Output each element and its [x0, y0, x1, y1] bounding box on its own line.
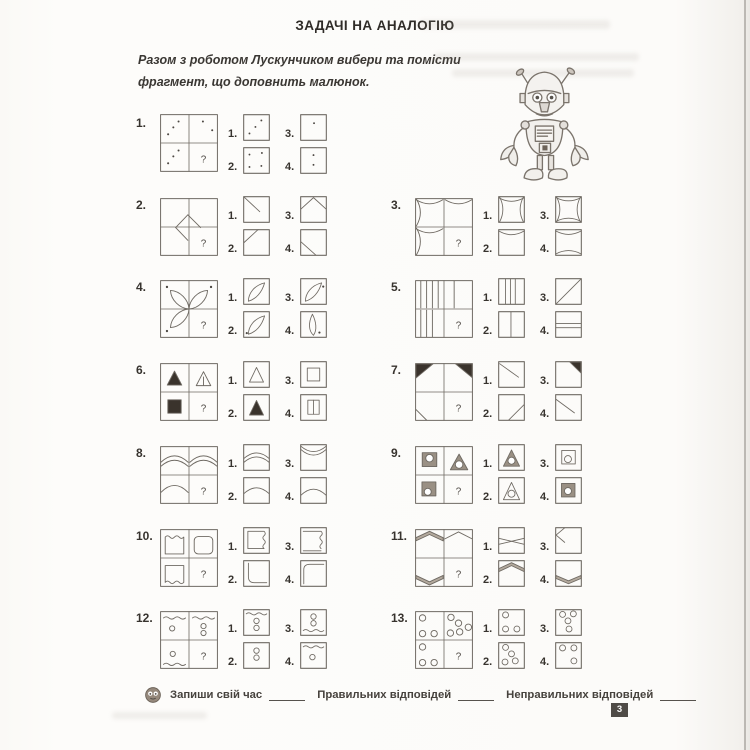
puzzle-6 [136, 361, 332, 427]
puzzle-8 [136, 444, 332, 510]
puzzle-9-option-2 [497, 477, 526, 504]
puzzle-13-option-4 [554, 642, 583, 669]
time-blank-line [269, 689, 305, 701]
svg-text:?: ? [200, 569, 207, 581]
puzzle-3-option-2 [497, 229, 526, 256]
puzzle-7-number: 7. [391, 363, 402, 377]
puzzle-11-option-1 [497, 527, 526, 554]
puzzle-11-option-4 [554, 560, 583, 587]
bleed-through-mark [112, 712, 207, 719]
puzzle-5-option-4 [554, 311, 583, 338]
instruction-line-2: фрагмент, що доповнить малюнок. [138, 74, 370, 89]
puzzle-10-number: 10. [136, 529, 153, 543]
page-number-badge: 3 [611, 703, 628, 717]
robot-foot-left [524, 169, 543, 180]
puzzle-2-option-2 [242, 229, 271, 256]
puzzle-3-grid [415, 196, 473, 258]
puzzle-3-option-3 [554, 196, 583, 223]
puzzle-1 [136, 114, 332, 180]
puzzle-4-number: 4. [136, 280, 147, 294]
puzzle-7-option-2 [497, 394, 526, 421]
bleed-through-mark [434, 53, 639, 61]
puzzle-9-grid [415, 444, 473, 506]
puzzle-9 [391, 444, 587, 510]
puzzle-5-option-3 [554, 278, 583, 305]
puzzle-7-grid [415, 361, 473, 423]
puzzle-10-option-4 [299, 560, 328, 587]
time-label: Запиши свій час [170, 689, 263, 701]
robot-arm-right [566, 128, 575, 145]
puzzle-6-option-4 [299, 394, 328, 421]
puzzle-4-option-label-4: 4. [285, 325, 295, 337]
puzzle-8-option-4 [299, 477, 328, 504]
puzzle-10-option-3 [299, 527, 328, 554]
puzzle-4 [136, 278, 332, 344]
puzzle-7-option-3 [554, 361, 583, 388]
puzzle-10-option-1 [242, 527, 271, 554]
puzzle-7-option-label-1: 1. [483, 375, 493, 387]
puzzle-13-option-label-1: 1. [483, 623, 493, 635]
puzzle-4-option-2 [242, 311, 271, 338]
puzzle-9-number: 9. [391, 446, 402, 460]
svg-text:?: ? [200, 651, 207, 663]
puzzle-5-number: 5. [391, 280, 402, 294]
puzzle-6-number: 6. [136, 363, 147, 377]
puzzle-13-number: 13. [391, 611, 408, 625]
puzzle-13-grid [415, 609, 473, 671]
puzzle-4-option-3 [299, 278, 328, 305]
svg-text:?: ? [455, 403, 462, 415]
puzzle-11-option-label-2: 2. [483, 574, 493, 586]
puzzle-2-option-label-4: 4. [285, 243, 295, 255]
puzzle-12-grid [160, 609, 218, 671]
puzzle-2-option-label-2: 2. [228, 243, 238, 255]
puzzle-8-number: 8. [136, 446, 147, 460]
puzzle-2-option-label-1: 1. [228, 210, 238, 222]
puzzle-7-option-label-3: 3. [540, 375, 550, 387]
puzzle-10-option-label-1: 1. [228, 541, 238, 553]
svg-text:?: ? [200, 486, 207, 498]
footer-score-line [144, 686, 700, 704]
puzzle-11 [391, 527, 587, 593]
robot-snout [539, 103, 549, 112]
puzzle-12-option-label-3: 3. [285, 623, 295, 635]
instruction-text [138, 50, 461, 94]
puzzle-6-option-1 [242, 361, 271, 388]
puzzle-8-option-3 [299, 444, 328, 471]
puzzle-10-option-label-2: 2. [228, 574, 238, 586]
puzzle-8-option-label-3: 3. [285, 458, 295, 470]
svg-text:?: ? [200, 403, 207, 415]
puzzle-2-option-label-3: 3. [285, 210, 295, 222]
puzzle-8-option-label-1: 1. [228, 458, 238, 470]
robot-arm-left [514, 128, 523, 145]
puzzle-9-option-1 [497, 444, 526, 471]
robot-illustration [490, 64, 605, 184]
robot-foot-right [548, 169, 567, 180]
puzzle-11-option-label-1: 1. [483, 541, 493, 553]
puzzle-8-option-label-2: 2. [228, 491, 238, 503]
puzzle-3-option-label-2: 2. [483, 243, 493, 255]
puzzle-5-option-label-3: 3. [540, 292, 550, 304]
puzzle-4-option-label-2: 2. [228, 325, 238, 337]
page-edge-line [744, 0, 746, 750]
puzzle-8-option-label-4: 4. [285, 491, 295, 503]
svg-text:?: ? [455, 486, 462, 498]
puzzle-6-option-2 [242, 394, 271, 421]
svg-text:?: ? [200, 238, 207, 250]
puzzle-3-number: 3. [391, 198, 402, 212]
puzzle-4-option-label-3: 3. [285, 292, 295, 304]
svg-text:?: ? [455, 320, 462, 332]
puzzle-8-grid [160, 444, 218, 506]
puzzle-1-grid [160, 114, 218, 172]
correct-blank-line [458, 689, 494, 701]
puzzle-5-option-1 [497, 278, 526, 305]
puzzle-1-option-1 [242, 114, 271, 141]
puzzle-12-option-label-2: 2. [228, 656, 238, 668]
puzzle-11-option-2 [497, 560, 526, 587]
puzzle-9-option-label-2: 2. [483, 491, 493, 503]
puzzle-4-option-1 [242, 278, 271, 305]
puzzle-2-option-4 [299, 229, 328, 256]
puzzle-12-number: 12. [136, 611, 153, 625]
puzzle-2-option-1 [242, 196, 271, 223]
svg-text:?: ? [455, 651, 462, 663]
puzzle-3-option-label-3: 3. [540, 210, 550, 222]
puzzle-1-option-label-2: 2. [228, 161, 238, 173]
puzzle-6-option-3 [299, 361, 328, 388]
puzzle-1-option-label-1: 1. [228, 128, 238, 140]
puzzle-13-option-label-4: 4. [540, 656, 550, 668]
puzzle-10-option-label-3: 3. [285, 541, 295, 553]
puzzle-5-grid [415, 278, 473, 340]
puzzle-9-option-label-3: 3. [540, 458, 550, 470]
puzzle-7-option-label-4: 4. [540, 408, 550, 420]
puzzle-3 [391, 196, 587, 262]
puzzle-5-option-label-1: 1. [483, 292, 493, 304]
puzzle-13-option-label-2: 2. [483, 656, 493, 668]
svg-text:?: ? [455, 238, 462, 250]
puzzle-11-option-label-3: 3. [540, 541, 550, 553]
puzzle-2-number: 2. [136, 198, 147, 212]
puzzle-13-option-3 [554, 609, 583, 636]
puzzle-1-option-label-4: 4. [285, 161, 295, 173]
svg-text:?: ? [200, 154, 207, 166]
puzzle-5-option-label-2: 2. [483, 325, 493, 337]
puzzle-13 [391, 609, 587, 675]
puzzle-5 [391, 278, 587, 344]
puzzle-8-option-2 [242, 477, 271, 504]
puzzle-8-option-1 [242, 444, 271, 471]
puzzle-1-option-2 [242, 147, 271, 174]
puzzle-10-option-2 [242, 560, 271, 587]
puzzle-1-option-3 [299, 114, 328, 141]
puzzle-13-option-1 [497, 609, 526, 636]
puzzle-4-option-4 [299, 311, 328, 338]
puzzle-3-option-1 [497, 196, 526, 223]
puzzle-12-option-label-1: 1. [228, 623, 238, 635]
stopwatch-face-icon [144, 686, 162, 704]
puzzle-2 [136, 196, 332, 262]
incorrect-answers-label: Неправильних відповідей [506, 689, 654, 701]
puzzle-5-option-2 [497, 311, 526, 338]
puzzle-7-option-1 [497, 361, 526, 388]
puzzle-2-option-3 [299, 196, 328, 223]
puzzle-2-grid [160, 196, 218, 258]
svg-text:?: ? [200, 320, 207, 332]
correct-answers-label: Правильних відповідей [317, 689, 452, 701]
puzzle-5-option-label-4: 4. [540, 325, 550, 337]
puzzle-10-grid [160, 527, 218, 589]
page-title: ЗАДАЧІ НА АНАЛОГІЮ [295, 18, 455, 33]
puzzle-7-option-label-2: 2. [483, 408, 493, 420]
puzzle-12-option-3 [299, 609, 328, 636]
puzzle-3-option-label-4: 4. [540, 243, 550, 255]
puzzle-12 [136, 609, 332, 675]
puzzle-10-option-label-4: 4. [285, 574, 295, 586]
instruction-line-1: Разом з роботом Лускунчиком вибери та помісти [138, 53, 461, 67]
puzzle-9-option-3 [554, 444, 583, 471]
puzzle-12-option-1 [242, 609, 271, 636]
puzzle-6-option-label-1: 1. [228, 375, 238, 387]
puzzle-9-option-label-1: 1. [483, 458, 493, 470]
puzzle-9-option-4 [554, 477, 583, 504]
incorrect-blank-line [660, 689, 696, 701]
puzzle-3-option-4 [554, 229, 583, 256]
bleed-through-mark [420, 20, 610, 29]
puzzle-13-option-2 [497, 642, 526, 669]
puzzle-12-option-label-4: 4. [285, 656, 295, 668]
puzzle-1-option-label-3: 3. [285, 128, 295, 140]
puzzle-6-option-label-3: 3. [285, 375, 295, 387]
puzzle-12-option-2 [242, 642, 271, 669]
puzzle-3-option-label-1: 1. [483, 210, 493, 222]
puzzle-11-grid [415, 527, 473, 589]
svg-text:?: ? [455, 569, 462, 581]
puzzle-1-option-4 [299, 147, 328, 174]
puzzle-9-option-label-4: 4. [540, 491, 550, 503]
puzzle-1-number: 1. [136, 116, 147, 130]
puzzle-11-option-label-4: 4. [540, 574, 550, 586]
puzzle-11-option-3 [554, 527, 583, 554]
puzzle-4-option-label-1: 1. [228, 292, 238, 304]
puzzle-4-grid [160, 278, 218, 340]
puzzle-12-option-4 [299, 642, 328, 669]
puzzle-11-number: 11. [391, 529, 408, 543]
puzzle-6-option-label-4: 4. [285, 408, 295, 420]
puzzle-6-option-label-2: 2. [228, 408, 238, 420]
puzzle-7 [391, 361, 587, 427]
puzzle-6-grid [160, 361, 218, 423]
puzzle-13-option-label-3: 3. [540, 623, 550, 635]
puzzle-10 [136, 527, 332, 593]
puzzle-7-option-4 [554, 394, 583, 421]
